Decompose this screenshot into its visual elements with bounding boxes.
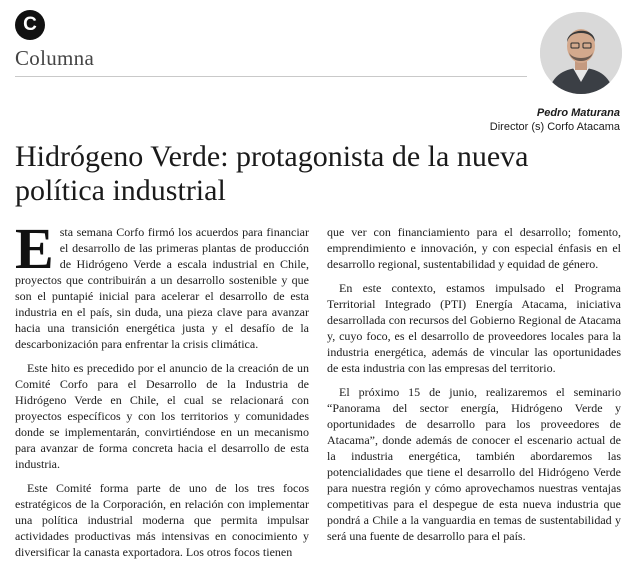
article-title: Hidrógeno Verde: protagonista de la nueva política industrial bbox=[15, 140, 529, 207]
drop-cap: E bbox=[15, 216, 54, 281]
article-paragraph: El próximo 15 de junio, realizaremos el seminario “Panorama del sector energía, Hidrógeno Verde y oportunidades de desarrollo para los proveedores de Atacama”, donde además de conocer el escenario actual de la industria energética, también abordaremos las potencialidades que tiene el desarrollo del Hidrógeno Verde para nuestra región y cómo aprovechamos nuestras ventajas competitivas para el despegue de esta nueva industria que pondrá a Chile a la vanguardia en temas de sustentabilidad y será una fuente de desarrollo para el país. bbox=[327, 385, 621, 543]
author-name: Pedro Maturana bbox=[536, 107, 620, 119]
section-divider bbox=[15, 76, 527, 77]
column-badge-icon: C bbox=[15, 10, 45, 40]
article-column-right bbox=[327, 224, 621, 552]
author-portrait-icon bbox=[540, 12, 622, 94]
author-byline bbox=[490, 106, 620, 134]
author-photo bbox=[540, 12, 622, 94]
article-paragraph: Este Comité forma parte de uno de los tres focos estratégicos de la Corporación, en relación con implementar una política industrial moderna que permita impulsar actividades productivas más intensivas en conocimiento y diversificar la canasta exportadora. Los otros focos tienen bbox=[15, 481, 309, 559]
article-paragraph: que ver con financiamiento para el desarrollo; fomento, emprendimiento e innovación, y con especial énfasis en el desarrollo regional, sustentabilidad y equidad de género. bbox=[327, 225, 621, 271]
paragraph-text: sta semana Corfo firmó los acuerdos para financiar el desarrollo de las primeras plantas de producción de Hidrógeno Verde a escala industrial en Chile, proyectos que contribuirán a un desarrollo sostenible y que son el puntapié inicial para acelerar el desarrollo de esta industria en el país, sin duda, una pieza clave para avanzar hacia una transición energética justa y el desafío de la descarbonización para enfrentar la crisis climática. bbox=[15, 225, 309, 351]
article-paragraph: Este hito es precedido por el anuncio de la creación de un Comité Corfo para el Desarrollo de la Industria de Hidrógeno Verde en Chile, el cual se relacionará con proyectos específicos y con los territorios y comunidades donde se implementarán, convirtiéndose en un mecanismo para avanzar de forma concreta hacia el desarrollo de esta industria. bbox=[15, 361, 309, 471]
article-column-left bbox=[15, 216, 309, 568]
article-paragraph: En este contexto, estamos impulsado el Programa Territorial Integrado (PTI) Energía Atacama, iniciativa desarrollada con recursos del Gobierno Regional de Atacama y, cuyo foco, es el desarrollo de proveedores locales para la industria energética, además de vincular las oportunidades de esta industria con las empresas del territorio. bbox=[327, 281, 621, 375]
author-role: Director (s) Corfo Atacama bbox=[489, 121, 620, 133]
article-paragraph bbox=[15, 216, 309, 352]
section-label: Columna bbox=[15, 46, 95, 70]
